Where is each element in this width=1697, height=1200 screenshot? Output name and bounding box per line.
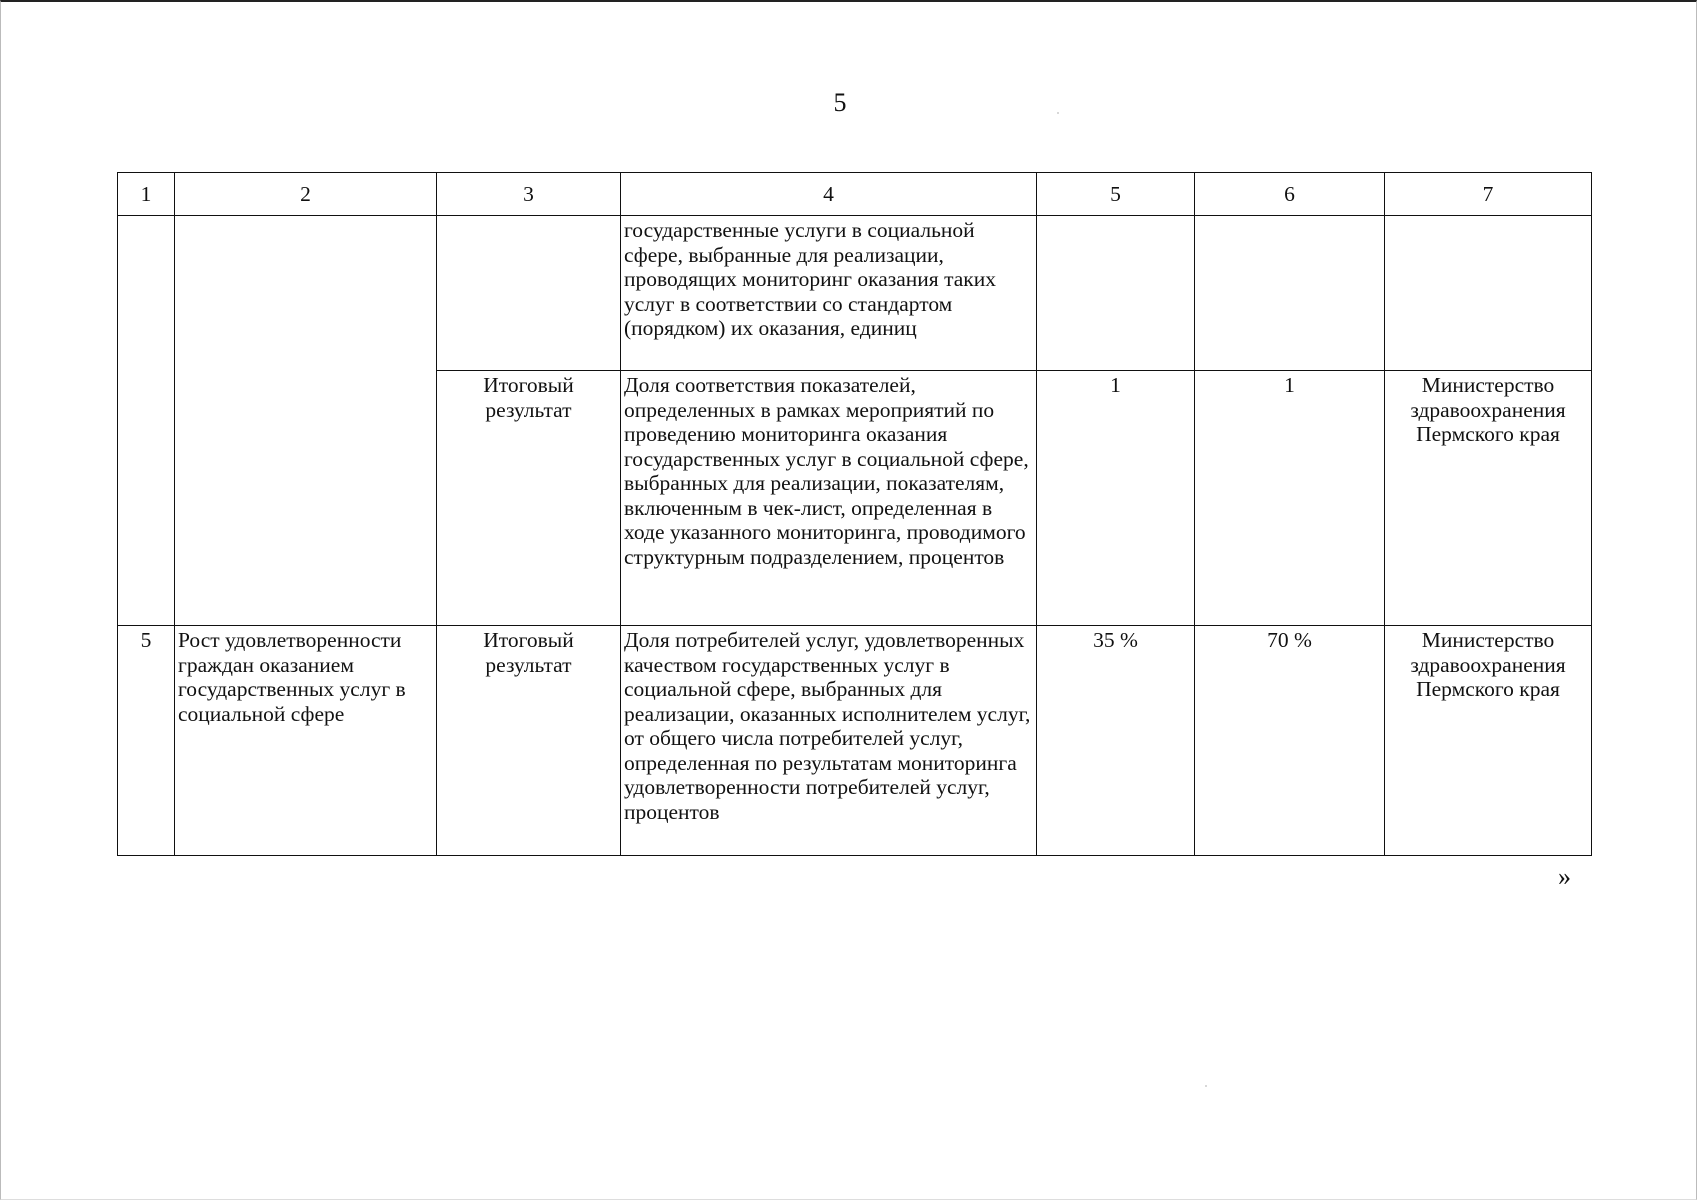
indicator-cell: Доля потребителей услуг, удовлетворенных качеством государственных услуг в социальной сфере, выбранных для реализации, оказанных исполнителем услуг, от общего числа потребителей услуг, определенная по результатам мониторинга удовлетворенности потребителей услуг, процентов [621, 626, 1037, 856]
indicator-cell: государственные услуги в социальной сфере, выбранные для реализации, проводящих мониторинг оказания таких услуг в соответствии со стандартом (порядком) их оказания, единиц [621, 216, 1037, 371]
row-number-cell [118, 216, 175, 626]
base-value-cell: 1 [1037, 371, 1195, 626]
header-col-7: 7 [1385, 173, 1592, 216]
header-col-1: 1 [118, 173, 175, 216]
target-value-cell [1195, 216, 1385, 371]
indicator-cell: Доля соответствия показателей, определенных в рамках мероприятий по проведению мониторинга оказания государственных услуг в социальной сфере, выбранных для реализации, показателям, включенным в чек-лист, определенная в ходе указанного мониторинга, проводимого структурным подразделением, процентов [621, 371, 1037, 626]
header-col-4: 4 [621, 173, 1037, 216]
result-type-cell [437, 216, 621, 371]
scan-speck [1205, 1085, 1207, 1087]
scan-speck [1057, 112, 1059, 114]
indicators-table [117, 172, 1592, 856]
header-col-6: 6 [1195, 173, 1385, 216]
responsible-cell [1385, 216, 1592, 371]
base-value-cell: 35 % [1037, 626, 1195, 856]
table-row [118, 216, 1592, 371]
result-type-cell: Итоговый результат [437, 626, 621, 856]
table-header-row [118, 173, 1592, 216]
goal-cell [175, 216, 437, 626]
goal-cell: Рост удовлетворенности граждан оказанием государственных услуг в социальной сфере [175, 626, 437, 856]
table-row [118, 626, 1592, 856]
page-number: 5 [833, 88, 847, 117]
base-value-cell [1037, 216, 1195, 371]
closing-quote-mark: » [1558, 862, 1571, 891]
header-col-5: 5 [1037, 173, 1195, 216]
header-col-2: 2 [175, 173, 437, 216]
responsible-cell: Министерство здравоохранения Пермского края [1385, 626, 1592, 856]
header-col-3: 3 [437, 173, 621, 216]
row-number-cell: 5 [118, 626, 175, 856]
target-value-cell: 70 % [1195, 626, 1385, 856]
result-type-cell: Итоговый результат [437, 371, 621, 626]
responsible-cell: Министерство здравоохранения Пермского края [1385, 371, 1592, 626]
target-value-cell: 1 [1195, 371, 1385, 626]
